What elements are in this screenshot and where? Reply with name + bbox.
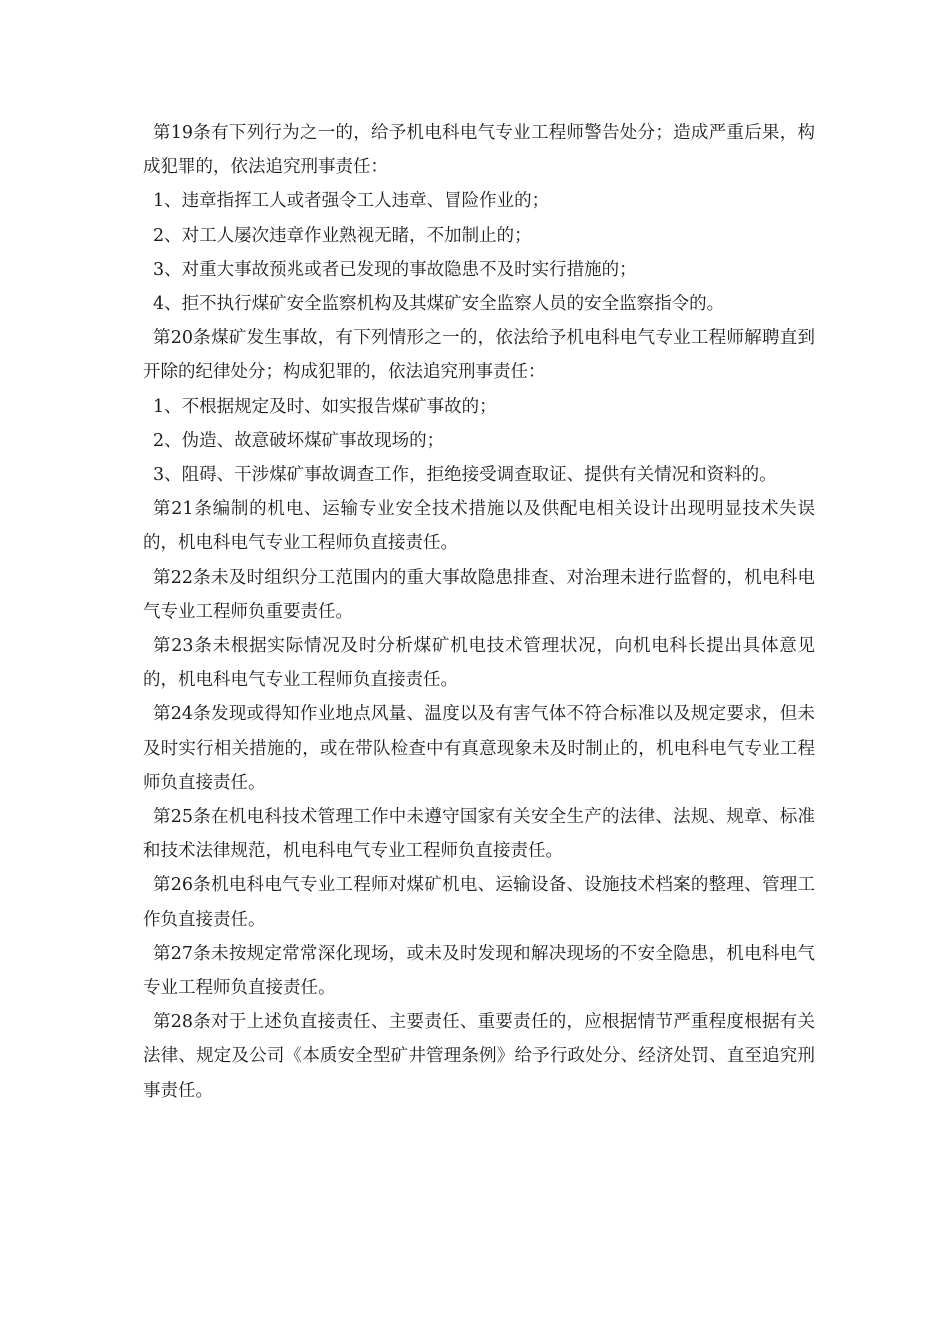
article-20-intro: 第20条煤矿发生事故，有下列情形之一的，依法给予机电科电气专业工程师解聘直到开除的纪律处分；构成犯罪的，依法追究刑事责任：: [143, 328, 815, 383]
article-19-item-2: 2、对工人屡次违章作业熟视无睹，不加制止的；: [153, 225, 532, 246]
article-20-item-1: 1、不根据规定及时、如实报告煤矿事故的；: [153, 396, 497, 417]
article-19-item-4: 4、拒不执行煤矿安全监察机构及其煤矿安全监察人员的安全监察指令的。: [153, 294, 725, 315]
article-20-item-2: 2、伪造、故意破坏煤矿事故现场的；: [153, 430, 445, 451]
article-25: 第25条在机电科技术管理工作中未遵守国家有关安全生产的法律、法规、规章、标准和技术法律规范，机电科电气专业工程师负直接责任。: [143, 807, 815, 862]
article-19-item-3: 3、对重大事故预兆或者已发现的事故隐患不及时实行措施的；: [153, 259, 637, 280]
article-22: 第22条未及时组织分工范围内的重大事故隐患排查、对治理未进行监督的，机电科电气专业工程师负重要责任。: [143, 567, 815, 622]
article-24: 第24条发现或得知作业地点风量、温度以及有害气体不符合标准以及规定要求，但未及时实行相关措施的，或在带队检查中有真意现象未及时制止的，机电科电气专业工程师负直接责任。: [143, 704, 815, 793]
article-26: 第26条机电科电气专业工程师对煤矿机电、运输设备、设施技术档案的整理、管理工作负直接责任。: [143, 875, 815, 930]
article-19-item-1: 1、违章指挥工人或者强令工人违章、冒险作业的；: [153, 191, 550, 212]
article-28: 第28条对于上述负直接责任、主要责任、重要责任的，应根据情节严重程度根据有关法律、规定及公司《本质安全型矿井管理条例》给予行政处分、经济处罚、直至追究刑事责任。: [143, 1012, 815, 1101]
article-27: 第27条未按规定常常深化现场，或未及时发现和解决现场的不安全隐患，机电科电气专业工程师负直接责任。: [143, 943, 815, 999]
article-23: 第23条未根据实际情况及时分析煤矿机电技术管理状况，向机电科长提出具体意见的，机电科电气专业工程师负直接责任。: [143, 636, 815, 691]
article-21: 第21条编制的机电、运输专业安全技术措施以及供配电相关设计出现明显技术失误的，机电科电气专业工程师负直接责任。: [143, 499, 815, 554]
document-body: [143, 116, 815, 1108]
article-20-item-3: 3、阻碍、干涉煤矿事故调查工作，拒绝接受调查取证、提供有关情况和资料的。: [153, 465, 777, 486]
article-19-intro: 第19条有下列行为之一的，给予机电科电气专业工程师警告处分；造成严重后果，构成犯罪的，依法追究刑事责任：: [143, 123, 815, 178]
